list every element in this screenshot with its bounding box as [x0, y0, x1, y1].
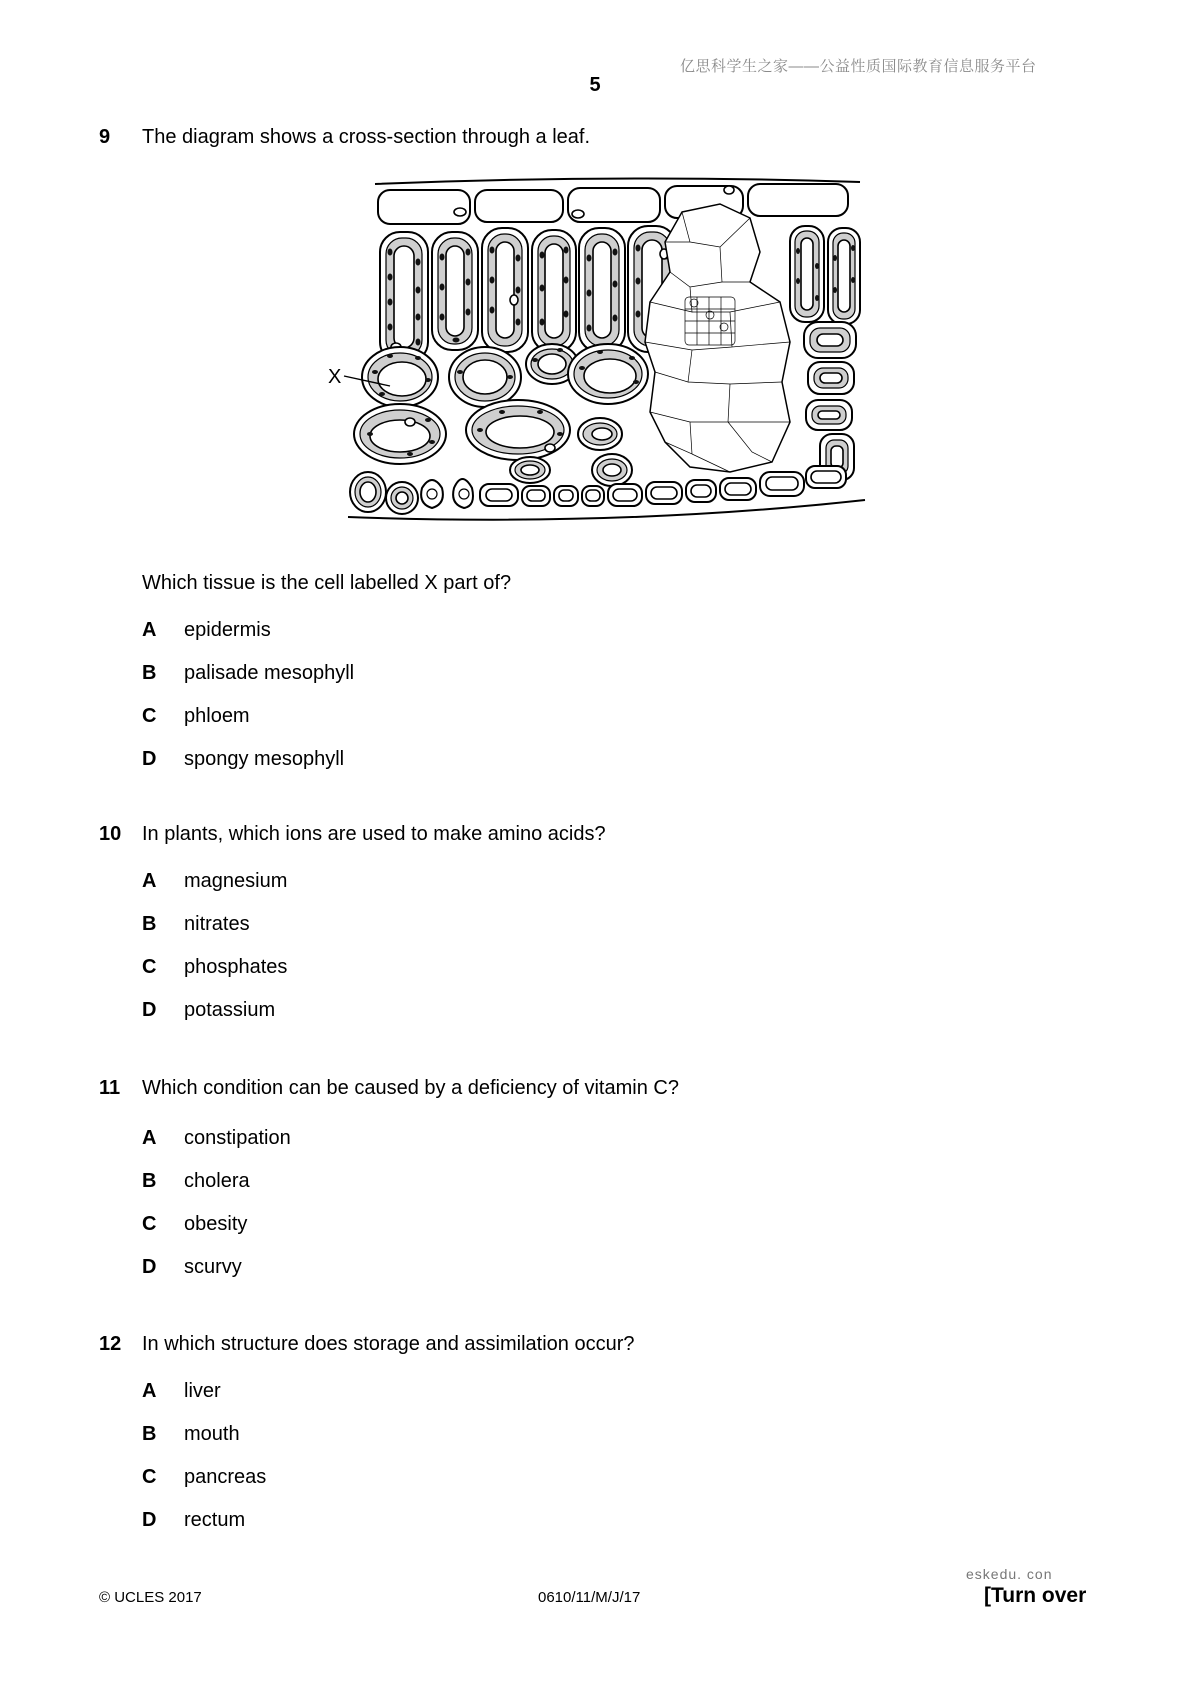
question-number: 11 [99, 1077, 121, 1099]
question-text: Which condition can be caused by a deficiency of vitamin C? [142, 1077, 679, 1099]
cell-x [362, 347, 438, 407]
option-letter: D [142, 1256, 157, 1278]
option-letter: C [142, 1466, 157, 1488]
option-letter: B [142, 1423, 157, 1445]
leaf-cross-section-diagram [320, 172, 880, 542]
option-text: phosphates [184, 956, 288, 978]
option-text: epidermis [184, 619, 271, 641]
option-text: rectum [184, 1509, 246, 1531]
option-letter: B [142, 662, 157, 684]
question-text: The diagram shows a cross-section through a leaf. [142, 126, 590, 148]
option-text: scurvy [184, 1256, 242, 1278]
option-letter: A [142, 619, 157, 641]
header-watermark: 亿思科学生之家——公益性质国际教育信息服务平台 [680, 58, 1037, 75]
option-text: liver [184, 1380, 221, 1402]
footer-watermark: eskedu. con [966, 1566, 1053, 1582]
vascular-bundle [645, 204, 790, 472]
question-number: 9 [99, 126, 111, 148]
question-number: 10 [99, 823, 122, 845]
option-text: mouth [184, 1423, 240, 1445]
turn-over: [Turn over [984, 1584, 1087, 1607]
upper-epidermis [378, 184, 848, 224]
option-letter: A [142, 1380, 157, 1402]
option-text: palisade mesophyll [184, 662, 355, 684]
question-prompt: Which tissue is the cell labelled X part of? [142, 572, 512, 594]
label-x: X [328, 366, 342, 388]
option-text: spongy mesophyll [184, 748, 345, 770]
question-text: In plants, which ions are used to make amino acids? [142, 823, 606, 845]
option-text: nitrates [184, 913, 250, 935]
footer-copyright: © UCLES 2017 [99, 1589, 202, 1606]
footer-paper-code: 0610/11/M/J/17 [538, 1589, 641, 1606]
option-letter: A [142, 870, 157, 892]
option-text: potassium [184, 999, 276, 1021]
option-text: obesity [184, 1213, 248, 1235]
option-letter: B [142, 913, 157, 935]
option-text: phloem [184, 705, 250, 727]
option-letter: C [142, 956, 157, 978]
option-text: cholera [184, 1170, 250, 1192]
question-number: 12 [99, 1333, 122, 1355]
option-letter: D [142, 1509, 157, 1531]
option-letter: D [142, 999, 157, 1021]
option-letter: B [142, 1170, 157, 1192]
option-text: magnesium [184, 870, 288, 892]
option-text: pancreas [184, 1466, 267, 1488]
page-number: 5 [589, 74, 601, 96]
question-text: In which structure does storage and assimilation occur? [142, 1333, 635, 1355]
option-letter: D [142, 748, 157, 770]
option-letter: C [142, 1213, 157, 1235]
option-letter: A [142, 1127, 157, 1149]
option-text: constipation [184, 1127, 291, 1149]
option-letter: C [142, 705, 157, 727]
